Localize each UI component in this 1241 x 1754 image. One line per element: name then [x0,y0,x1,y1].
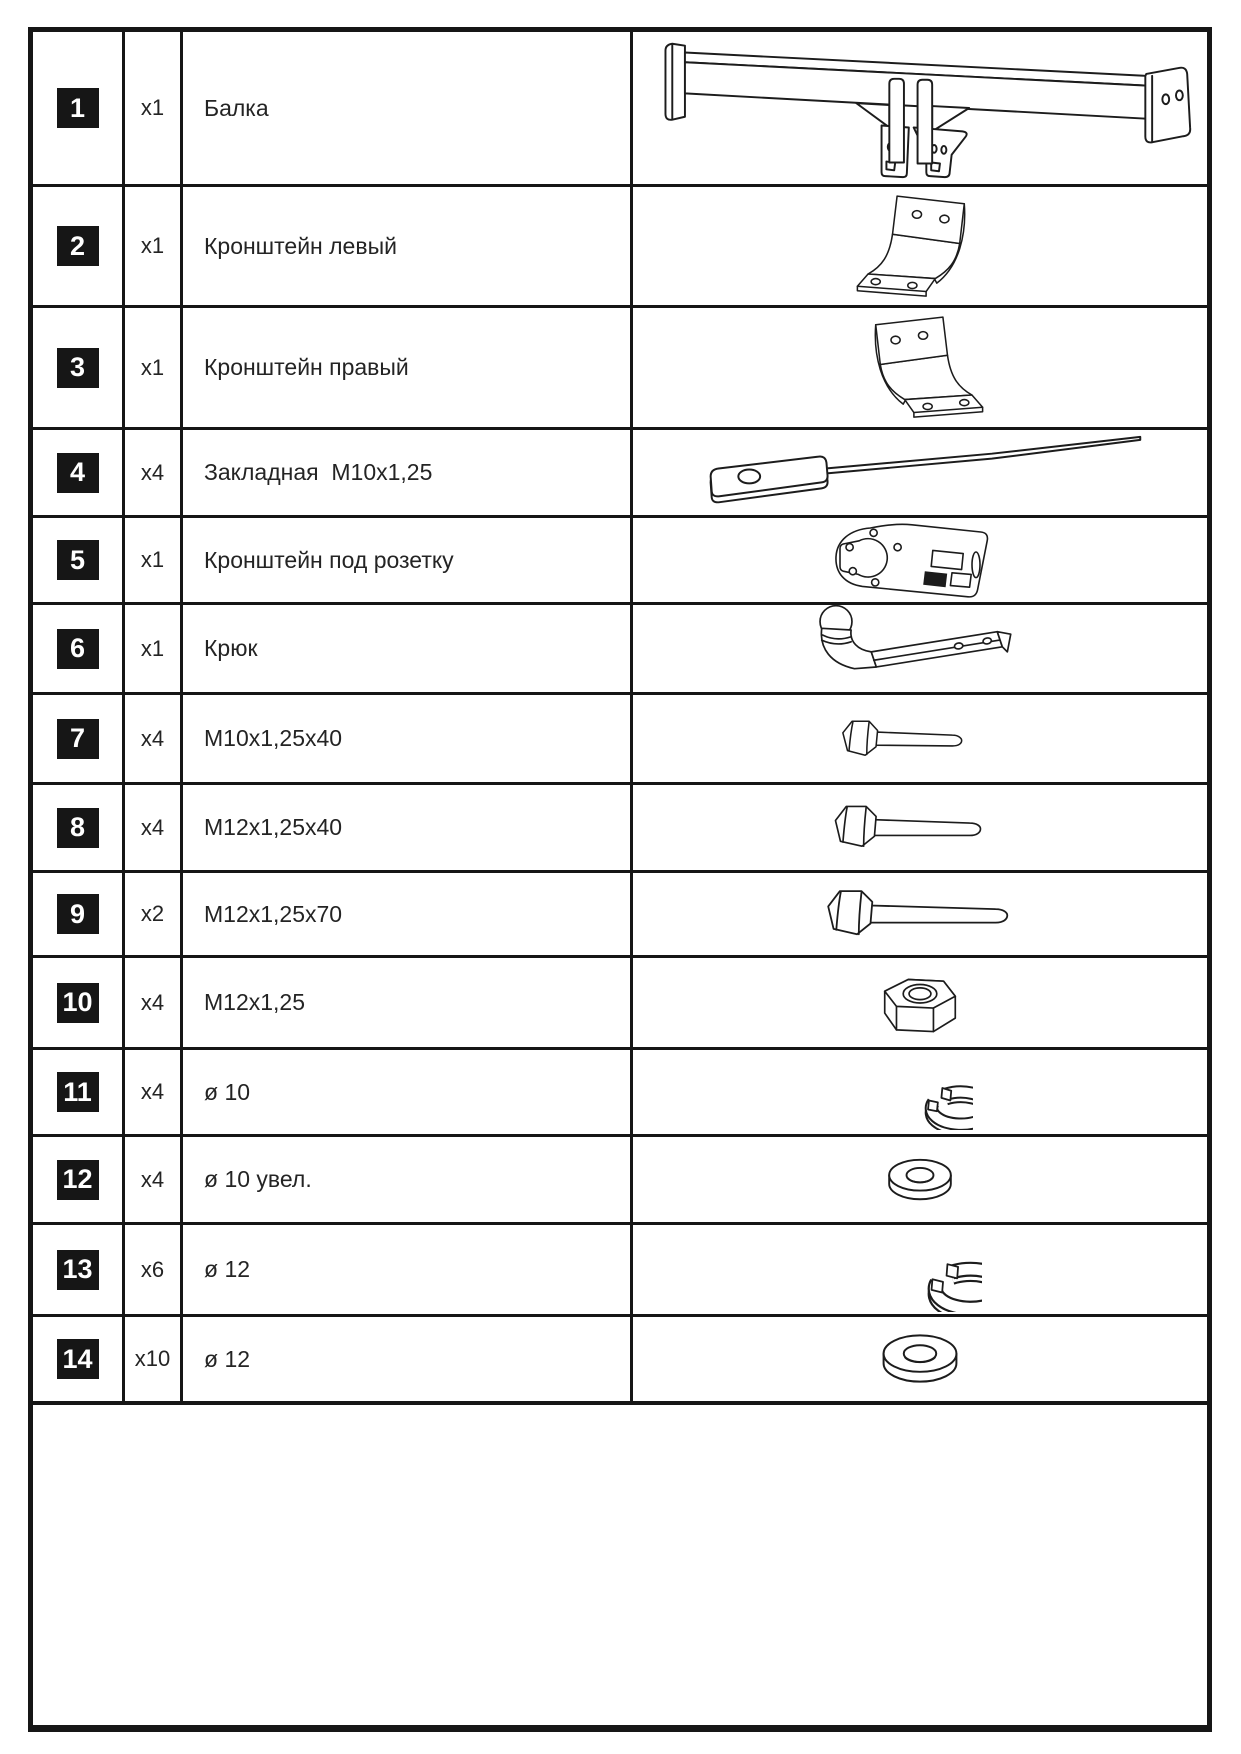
hex-bolt-medium-illustration [820,799,1020,857]
part-number-cell [33,1050,125,1134]
part-number-cell [33,187,125,305]
part-qty: x1 [140,95,165,120]
part-number-badge: 4 [57,453,99,493]
part-qty-cell [125,873,183,955]
part-name: Крюк [204,635,258,661]
part-qty: x1 [140,635,165,661]
part-name-cell [183,958,633,1047]
part-figure-cell [633,187,1207,305]
part-figure-cell [633,32,1207,184]
part-qty-cell [125,308,183,427]
part-row [33,430,1207,518]
part-qty-cell [125,958,183,1047]
part-number-cell [33,1317,125,1401]
part-row [33,1317,1207,1405]
part-qty: x4 [140,459,165,485]
part-name: ø 10 [204,1078,251,1105]
part-figure-cell [633,1225,1207,1314]
part-figure-cell [633,1137,1207,1222]
part-number-badge: 7 [57,719,99,759]
part-number-badge: 5 [57,540,99,580]
left-bracket-illustration [851,190,989,303]
part-row [33,695,1207,785]
part-row [33,308,1207,430]
part-number-badge: 3 [57,348,99,388]
part-qty-cell [125,430,183,515]
part-number-cell [33,873,125,955]
part-number-badge: 13 [57,1250,99,1290]
beam-illustration [640,35,1200,181]
part-name-cell [183,695,633,782]
part-figure-cell [633,1317,1207,1401]
part-number-badge: 9 [57,894,99,934]
part-qty: x4 [140,1079,165,1104]
lock-washer-large-illustration [858,1227,982,1312]
flat-washer-large-illustration [858,1323,982,1396]
part-name-cell [183,873,633,955]
part-row [33,32,1207,187]
empty-notes-area [33,1405,1207,1725]
part-qty-cell [125,187,183,305]
part-name-cell [183,32,633,184]
right-bracket-illustration [851,311,989,424]
part-name: ø 12 [204,1256,251,1282]
part-number-cell [33,518,125,602]
part-number-cell [33,605,125,692]
part-qty-cell [125,695,183,782]
part-name-cell [183,1050,633,1134]
part-figure-cell [633,518,1207,602]
part-name-cell [183,605,633,692]
part-name-cell [183,785,633,870]
part-number-cell [33,430,125,515]
part-name-cell [183,308,633,427]
part-number-cell [33,958,125,1047]
part-name: ø 10 увел. [204,1166,312,1192]
part-row [33,873,1207,958]
part-row [33,1050,1207,1137]
part-number-cell [33,785,125,870]
part-figure-cell [633,785,1207,870]
part-name: ø 12 [204,1345,251,1372]
part-qty-cell [125,1137,183,1222]
part-qty-cell [125,605,183,692]
part-figure-cell [633,873,1207,955]
hex-nut-illustration [861,961,979,1045]
part-figure-cell [633,308,1207,427]
part-qty: x6 [140,1256,165,1282]
part-number-cell [33,32,125,184]
part-number-cell [33,1225,125,1314]
part-qty: x1 [140,547,165,572]
part-qty-cell [125,785,183,870]
part-qty-cell [125,1317,183,1401]
part-row [33,1225,1207,1317]
part-figure-cell [633,958,1207,1047]
part-number-cell [33,1137,125,1222]
part-qty: x2 [140,901,165,926]
part-row [33,958,1207,1050]
part-number-badge: 6 [57,629,99,669]
part-qty: x4 [140,814,165,840]
flat-washer-small-illustration [868,1148,972,1212]
part-name: М10х1,25х40 [204,725,343,751]
part-qty: x4 [140,1166,165,1192]
part-name: М12х1,25 [204,989,306,1015]
part-figure-cell [633,605,1207,692]
part-row [33,605,1207,695]
part-row [33,187,1207,308]
part-name: Кронштейн под розетку [204,546,454,573]
part-qty-cell [125,1225,183,1314]
part-number-badge: 14 [57,1339,99,1379]
part-number-badge: 2 [57,226,99,266]
part-name: М12х1,25х70 [204,900,343,927]
part-qty: x1 [140,233,165,258]
lock-washer-small-illustration [867,1055,973,1130]
hex-bolt-long-illustration [812,883,1028,946]
part-name: Балка [204,94,269,121]
part-figure-cell [633,430,1207,515]
tow-hook-illustration [794,598,1046,699]
part-name-cell [183,1137,633,1222]
part-qty-cell [125,1050,183,1134]
part-qty: x10 [134,1346,171,1371]
part-number-badge: 12 [57,1160,99,1200]
part-qty-cell [125,32,183,184]
part-name: Кронштейн правый [204,354,409,380]
part-qty: x1 [140,354,165,380]
part-qty: x4 [140,989,165,1015]
part-number-badge: 8 [57,808,99,848]
part-number-badge: 1 [57,88,99,128]
part-figure-cell [633,1050,1207,1134]
part-number-badge: 10 [57,983,99,1023]
parts-list-table [28,27,1212,1732]
embedded-nut-plate-illustration [675,423,1165,522]
socket-bracket-illustration [776,520,1064,600]
part-name-cell [183,1225,633,1314]
part-figure-cell [633,695,1207,782]
part-row [33,785,1207,873]
part-row [33,1137,1207,1225]
part-name-cell [183,518,633,602]
part-qty: x4 [140,725,165,751]
part-name: Закладная М10х1,25 [204,459,433,485]
part-number-badge: 11 [57,1072,99,1112]
part-qty-cell [125,518,183,602]
part-number-cell [33,695,125,782]
part-number-cell [33,308,125,427]
part-name-cell [183,187,633,305]
part-row [33,518,1207,605]
part-name-cell [183,430,633,515]
part-name: Кронштейн левый [204,232,397,259]
part-name: М12х1,25х40 [204,814,343,840]
hex-bolt-short-illustration [827,712,1013,766]
part-name-cell [183,1317,633,1401]
